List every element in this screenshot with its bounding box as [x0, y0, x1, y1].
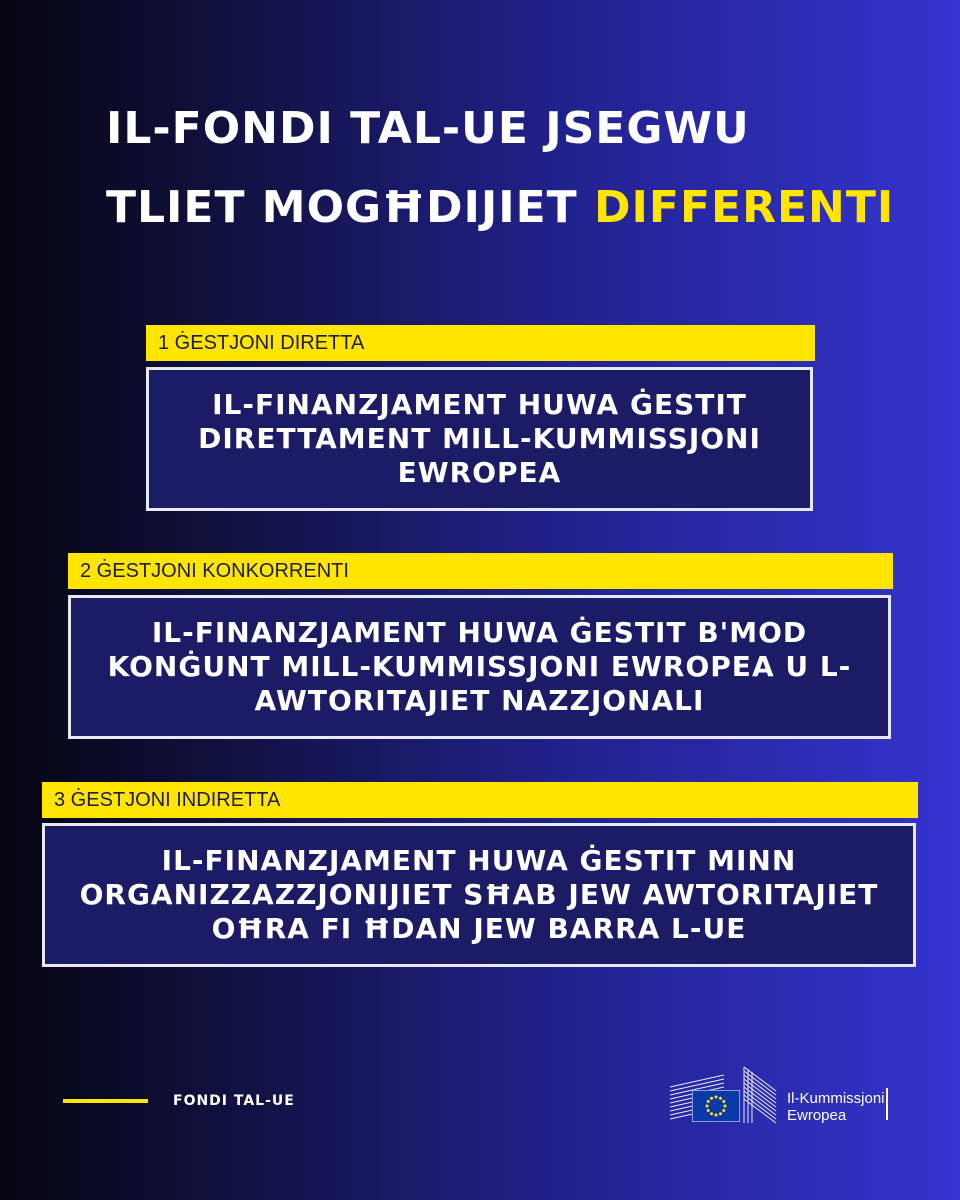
card-3-label: 3 ĠESTJONI INDIRETTA	[42, 782, 918, 818]
card-1-label: 1 ĠESTJONI DIRETTA	[146, 325, 815, 361]
footer-accent-line	[63, 1099, 148, 1103]
card-3-text: IL-FINANZJAMENT HUWA ĠESTIT MINN ORGANIZZAZZJONIJIET SĦAB JEW AWTORITAJIET OĦRA FI ĦDAN JEW BARRA L-UE	[79, 844, 879, 945]
card-1-box	[146, 367, 813, 511]
card-2-box	[68, 595, 891, 739]
card-2-text: IL-FINANZJAMENT HUWA ĠESTIT B'MOD KONĠUNT MILL-KUMMISSJONI EWROPEA U L-AWTORITAJIET NAZZJONALI	[107, 616, 852, 717]
card-3-box	[42, 823, 916, 967]
logo-divider	[886, 1088, 888, 1120]
card-2-label: 2 ĠESTJONI KONKORRENTI	[68, 553, 893, 589]
eu-flag-icon	[692, 1090, 740, 1122]
commission-logo-text	[787, 1090, 885, 1124]
logo-line-2: Ewropea	[787, 1107, 847, 1124]
card-1-text: IL-FINANZJAMENT HUWA ĠESTIT DIRETTAMENT MILL-KUMMISSJONI EWROPEA	[198, 388, 761, 489]
footer-label: FONDI TAL-UE	[173, 1093, 295, 1109]
heading-line-1: IL-FONDI TAL-UE JSEGWU	[106, 103, 750, 154]
heading-line-2-main: TLIET MOGĦDIJIET	[106, 182, 578, 233]
heading-line-2	[106, 182, 894, 233]
logo-line-1: Il-Kummissjoni	[787, 1090, 885, 1107]
heading-accent: DIFFERENTI	[594, 182, 895, 233]
